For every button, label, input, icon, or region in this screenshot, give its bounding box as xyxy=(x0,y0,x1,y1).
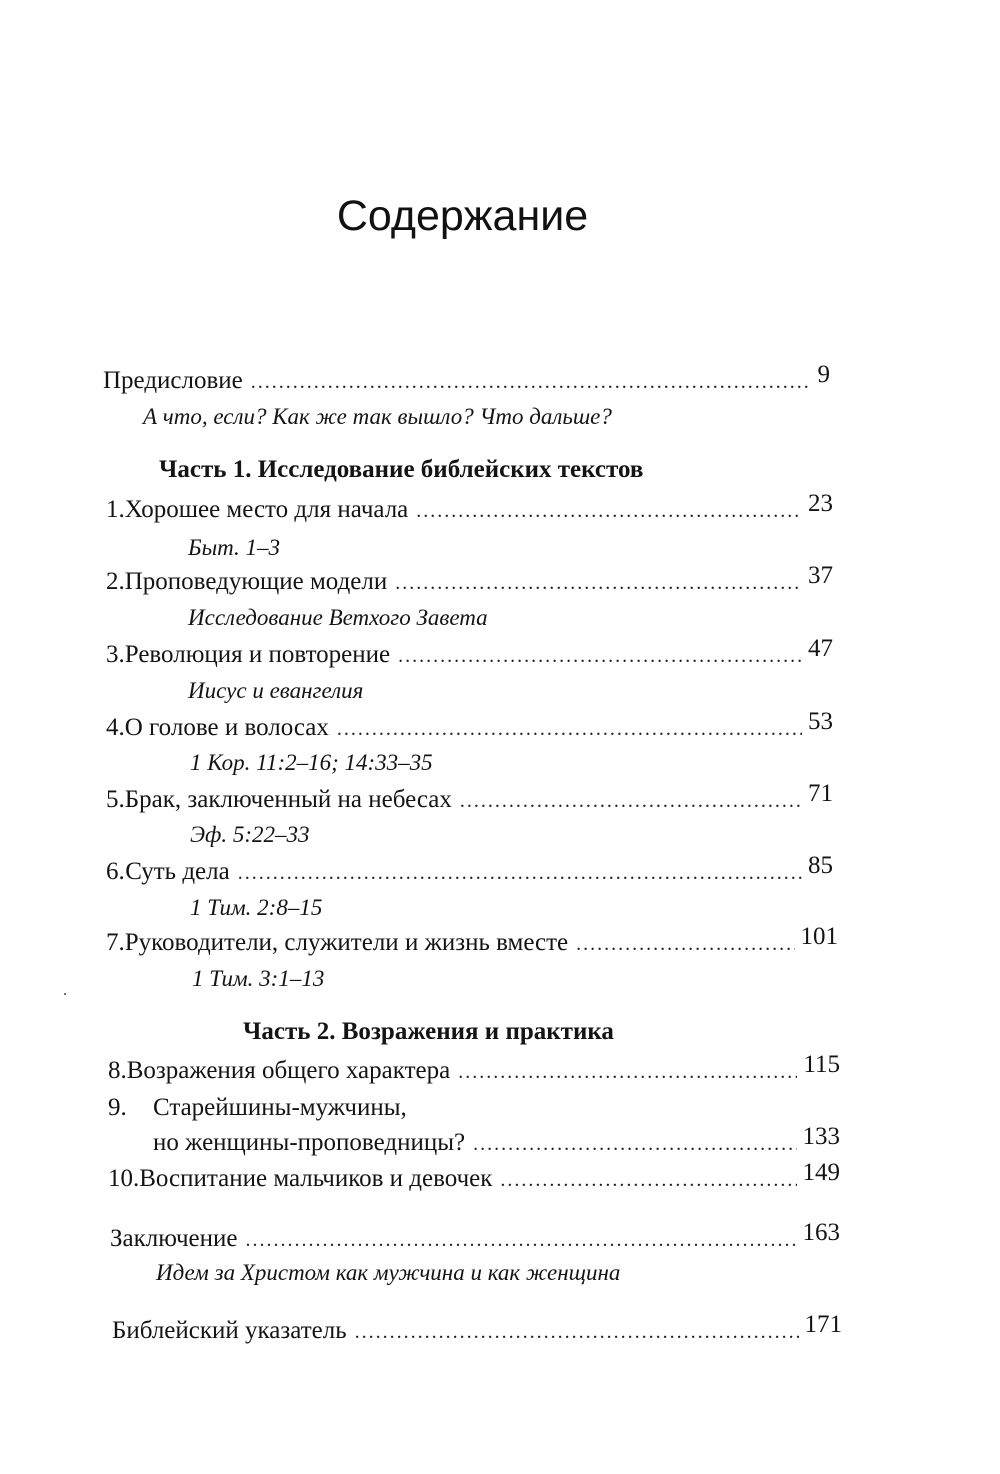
leader-dots xyxy=(416,501,802,521)
leader-dots xyxy=(246,1230,797,1250)
toc-entry-chapter-10[interactable] xyxy=(108,1159,840,1192)
toc-page-number: 23 xyxy=(808,490,833,517)
leader-dots xyxy=(238,863,802,883)
toc-entry-chapter-1[interactable] xyxy=(106,490,833,523)
chapter-title: Проповедующие модели xyxy=(124,568,388,595)
leader-dots xyxy=(398,646,802,666)
toc-entry-chapter-5[interactable] xyxy=(106,780,833,813)
chapter-subtitle: 1 Тим. 3:1–13 xyxy=(192,966,325,991)
chapter-subtitle: 1 Кор. 11:2–16; 14:33–35 xyxy=(190,750,433,775)
chapter-number: 4. xyxy=(106,714,125,741)
toc-page-number: 171 xyxy=(804,1311,842,1338)
chapter-number: 9. xyxy=(108,1094,127,1121)
part-heading: Часть 2. Возражения и практика xyxy=(243,1018,614,1045)
leader-dots xyxy=(473,1134,796,1154)
toc-page-number: 163 xyxy=(802,1219,840,1246)
toc-page-number: 85 xyxy=(808,852,833,879)
part-heading: Часть 1. Исследование библейских текстов xyxy=(159,456,644,483)
chapter-title: Возражения общего характера xyxy=(126,1057,451,1084)
toc-entry-chapter-2[interactable] xyxy=(106,562,833,595)
toc-entry-preface[interactable] xyxy=(103,361,830,394)
toc-entry-chapter-3[interactable] xyxy=(106,635,833,668)
chapter-number: 1. xyxy=(106,496,125,523)
toc-page-number: 9 xyxy=(817,361,830,388)
chapter-title: О голове и волосах xyxy=(124,714,329,741)
chapter-number: 10. xyxy=(108,1165,140,1192)
leader-dots xyxy=(460,791,802,811)
chapter-title: Воспитание мальчиков и девочек xyxy=(139,1165,493,1192)
chapter-number: 2. xyxy=(106,568,125,595)
chapter-title: Старейшины-мужчины, xyxy=(153,1094,407,1121)
toc-entry-chapter-4[interactable] xyxy=(106,708,833,741)
chapter-title: Революция и повторение xyxy=(124,641,391,668)
chapter-subtitle: Быт. 1–3 xyxy=(188,535,281,560)
chapter-subtitle: Иисус и евангелия xyxy=(188,678,364,703)
chapter-number: 7. xyxy=(106,929,125,956)
leader-dots xyxy=(458,1062,797,1082)
toc-entry-chapter-7[interactable] xyxy=(106,923,838,956)
leader-dots xyxy=(576,934,794,954)
leader-dots xyxy=(251,372,812,392)
toc-entry-conclusion[interactable] xyxy=(110,1219,840,1252)
leader-dots xyxy=(500,1170,796,1190)
toc-page-number: 115 xyxy=(803,1051,840,1078)
chapter-title: Брак, заключенный на небесах xyxy=(124,786,452,813)
toc-page-number: 53 xyxy=(808,708,833,735)
toc-entry-chapter-9[interactable] xyxy=(153,1123,840,1156)
chapter-subtitle: Исследование Ветхого Завета xyxy=(188,605,488,630)
toc-entry-label: Заключение xyxy=(110,1225,238,1252)
toc-entry-chapter-8[interactable] xyxy=(108,1051,840,1084)
chapter-title: Руководители, служители и жизнь вместе xyxy=(124,929,569,956)
chapter-subtitle: 1 Тим. 2:8–15 xyxy=(190,895,323,920)
toc-page-number: 37 xyxy=(808,562,833,589)
toc-page-number: 101 xyxy=(800,923,838,950)
chapter-number: 8. xyxy=(108,1057,127,1084)
toc-entry-chapter-6[interactable] xyxy=(106,852,833,885)
toc-entry-chapter-9-line1[interactable] xyxy=(108,1094,407,1122)
toc-page-number: 71 xyxy=(808,780,833,807)
toc-entry-subtitle: А что, если? Как же так вышло? Что дальше? xyxy=(143,404,612,429)
chapter-title: Хорошее место для начала xyxy=(124,496,409,523)
toc-entry-label: Библейский указатель xyxy=(112,1317,347,1344)
chapter-subtitle: Эф. 5:22–33 xyxy=(190,822,310,847)
chapter-number: 6. xyxy=(106,858,125,885)
leader-dots xyxy=(395,573,802,593)
page-title: Содержание xyxy=(336,192,589,240)
toc-page-number: 133 xyxy=(802,1123,840,1150)
toc-entry-label: Предисловие xyxy=(103,367,243,394)
toc-page-number: 47 xyxy=(808,635,833,662)
toc-entry-subtitle: Идем за Христом как мужчина и как женщина xyxy=(156,1260,621,1285)
chapter-number: 5. xyxy=(106,786,125,813)
chapter-title: Суть дела xyxy=(125,858,230,885)
print-speck xyxy=(64,993,66,995)
leader-dots xyxy=(337,719,802,739)
chapter-title: но женщины-проповедницы? xyxy=(153,1129,466,1156)
toc-page-number: 149 xyxy=(802,1159,840,1186)
leader-dots xyxy=(355,1322,799,1342)
chapter-number: 3. xyxy=(106,641,125,668)
toc-entry-index[interactable] xyxy=(112,1311,842,1344)
